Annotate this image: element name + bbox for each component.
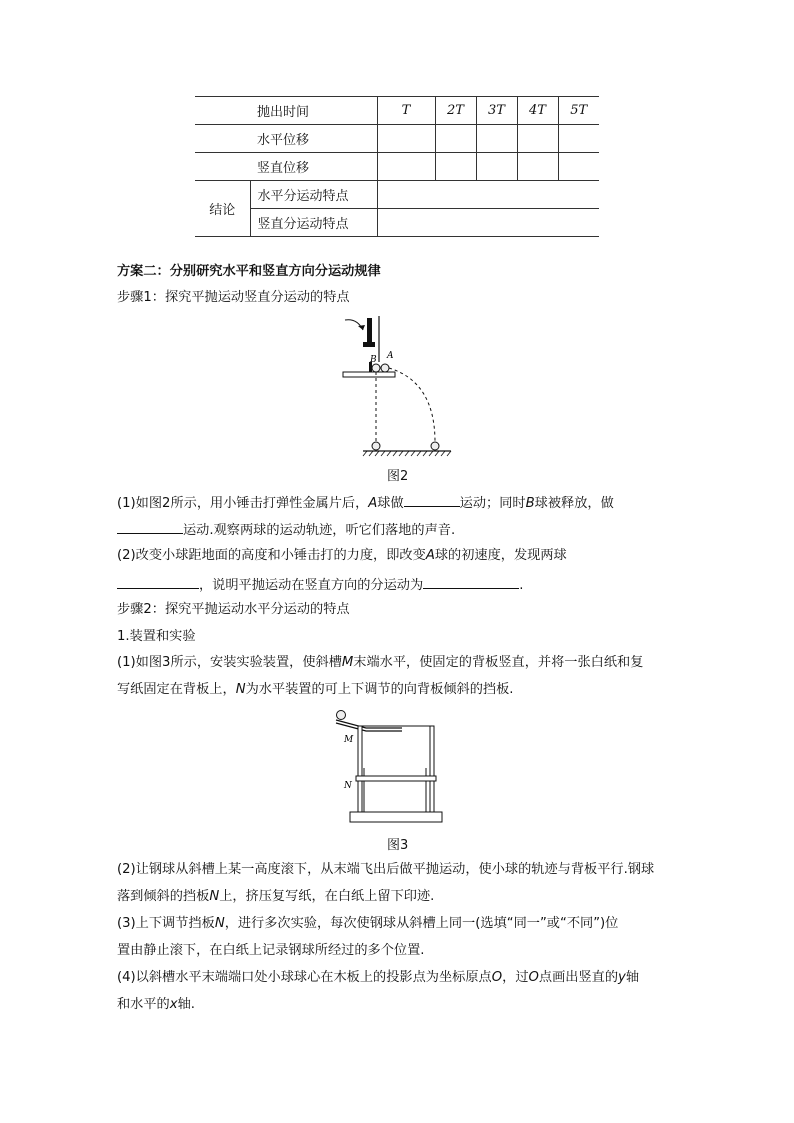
label-m: M xyxy=(344,735,354,745)
plan2-title: 方案二：分别研究水平和竖直方向分运动规律 xyxy=(117,264,381,279)
conclusion-horizontal: 水平分运动特点 xyxy=(250,181,377,209)
figure-2-caption: 图2 xyxy=(387,469,409,484)
p6-line2: 和水平的x轴. xyxy=(117,997,195,1012)
p5-line2: 置由静止滚下，在白纸上记录钢球所经过的多个位置. xyxy=(117,943,425,958)
blank-vertical-motion[interactable] xyxy=(423,574,519,589)
steel-ball xyxy=(337,711,346,720)
p2-line2: ，说明平抛运动在竖直方向的分运动为 . xyxy=(117,574,523,596)
chute xyxy=(336,720,402,728)
ball-b xyxy=(372,364,380,372)
table-row xyxy=(195,153,599,181)
baffle-n xyxy=(356,776,436,781)
row-horizontal-label: 水平位移 xyxy=(257,133,310,148)
blank-a-motion[interactable] xyxy=(404,492,460,507)
header-t5: 5T xyxy=(558,97,599,125)
header-t1: T xyxy=(377,97,435,125)
p5-line1: (3)上下调节挡板N，进行多次实验，每次使钢球从斜槽上同一(选填“同一”或“不同”)位 xyxy=(117,916,619,931)
p1-line1: (1)如图2所示，用小锤击打弹性金属片后，A球做 运动；同时B球被释放，做 xyxy=(117,492,614,514)
p1-line2: 运动.观察两球的运动轨迹，听它们落地的声音. xyxy=(117,519,455,541)
figure-3 xyxy=(330,708,460,828)
step1-title: 步骤1：探究平抛运动竖直分运动的特点 xyxy=(117,290,350,305)
hammer-icon xyxy=(367,318,372,344)
hammer-arrow xyxy=(345,320,363,330)
p3-line2: 写纸固定在背板上，N为水平装置的可上下调节的向背板倾斜的挡板. xyxy=(117,682,514,697)
blank-b-motion[interactable] xyxy=(117,519,183,534)
p4-line2: 落到倾斜的挡板N上，挤压复写纸，在白纸上留下印迹. xyxy=(117,889,435,904)
conclusion-label: 结论 xyxy=(209,203,236,218)
conclusion-vertical: 竖直分运动特点 xyxy=(250,209,377,237)
label-b: B xyxy=(370,355,377,365)
blank-observation[interactable] xyxy=(117,574,199,589)
header-t2: 2T xyxy=(435,97,476,125)
p4-line1: (2)让钢球从斜槽上某一高度滚下，从末端飞出后做平抛运动，使小球的轨迹与背板平行.钢球 xyxy=(117,862,655,877)
header-t4: 4T xyxy=(517,97,558,125)
section-1-title: 1.装置和实验 xyxy=(117,629,196,644)
ball-a xyxy=(381,364,389,372)
header-throw-time: 抛出时间 xyxy=(257,105,310,120)
step2-title: 步骤2：探究平抛运动水平分运动的特点 xyxy=(117,602,350,617)
p6-line1: (4)以斜槽水平末端端口处小球球心在木板上的投影点为坐标原点O，过O点画出竖直的y轴 xyxy=(117,970,640,985)
table-row xyxy=(195,181,599,209)
label-n: N xyxy=(344,781,352,791)
p3-line1: (1)如图3所示，安装实验装置，使斜槽M末端水平，使固定的背板竖直，并将一张白纸和复 xyxy=(117,655,644,670)
table-row xyxy=(195,125,599,153)
p2-line1: (2)改变小球距地面的高度和小锤击打的力度，即改变A球的初速度，发现两球 xyxy=(117,548,567,563)
label-a: A xyxy=(387,351,394,361)
table-row xyxy=(195,209,599,237)
table-row xyxy=(195,97,599,125)
data-table xyxy=(195,96,599,237)
header-t3: 3T xyxy=(476,97,517,125)
figure-2 xyxy=(335,312,465,464)
figure-3-caption: 图3 xyxy=(387,838,409,853)
row-vertical-label: 竖直位移 xyxy=(257,161,310,176)
